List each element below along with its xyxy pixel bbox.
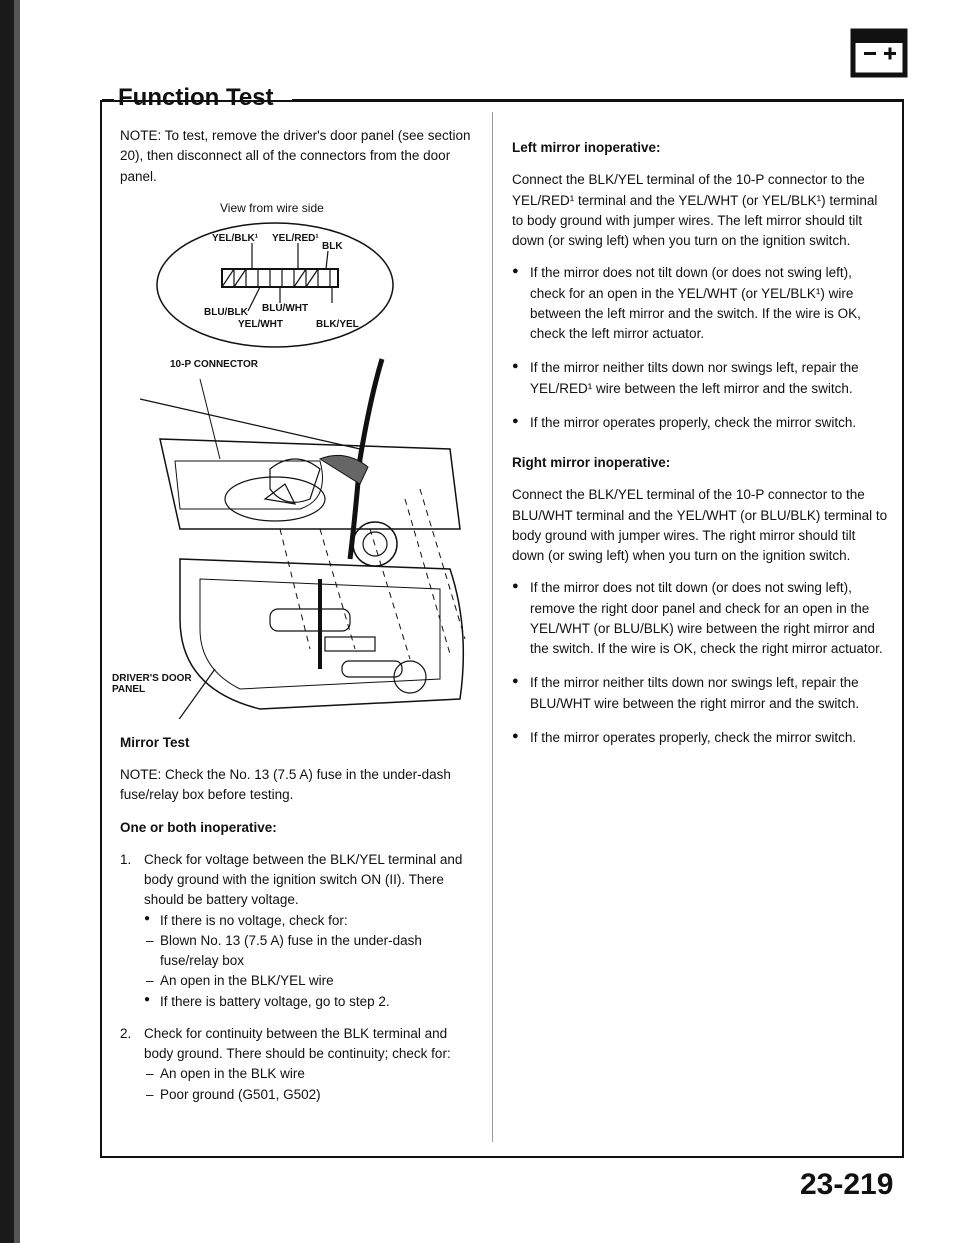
pin-label-yel-blk: YEL/BLK¹	[212, 232, 259, 244]
list-item: ● If the mirror does not tilt down (or does not swing left), remove the right door panel and check for an open in the YEL/WHT (or BLU/BLK) wire between the right mirror and the switch. If the wire is OK, check the right mirror actuator.	[512, 578, 888, 659]
step-dash-item: – Blown No. 13 (7.5 A) fuse in the under-dash fuse/relay box	[144, 931, 480, 972]
page-binding-edge	[0, 0, 14, 1243]
list-item: ● If the mirror neither tilts down nor swings left, repair the BLU/WHT wire between the right mirror and the switch.	[512, 673, 888, 714]
door-panel-figure	[112, 199, 480, 719]
connector-label: 10-P CONNECTOR	[170, 358, 258, 370]
step-1	[120, 850, 480, 1012]
pin-label-blk-yel: BLK/YEL	[316, 318, 359, 330]
list-item: ● If the mirror neither tilts down nor swings left, repair the YEL/RED¹ wire between the left mirror and the switch.	[512, 358, 888, 399]
list-item: ● If the mirror does not tilt down (or does not swing left), check for an open in the YEL/WHT (or YEL/BLK¹) wire between the left mirror and the switch. If the wire is OK, check the left mirror actuator.	[512, 263, 888, 344]
pin-label-blu-blk: BLU/BLK	[204, 306, 248, 318]
list-item: ● If the mirror operates properly, check the mirror switch.	[512, 413, 888, 433]
page-title: Function Test	[118, 84, 274, 111]
list-item: ● If the mirror operates properly, check the mirror switch.	[512, 728, 888, 748]
battery-icon	[850, 28, 908, 78]
right-column	[512, 138, 888, 762]
right-mirror-intro: Connect the BLK/YEL terminal of the 10-P connector to the BLU/WHT terminal and the YEL/WHT (or BLU/BLK) terminal to body ground with jumper wires. The right mirror should tilt down (or swing left) when you turn on the ignition switch.	[512, 487, 888, 563]
pin-label-blu-wht: BLU/WHT	[262, 302, 309, 314]
step-bullet: ● If there is battery voltage, go to step 2.	[144, 992, 480, 1012]
step-dash-item: – Poor ground (G501, G502)	[144, 1085, 480, 1105]
view-label: View from wire side	[220, 200, 324, 215]
pin-label-yel-wht: YEL/WHT	[238, 318, 283, 330]
step-dash-item: – An open in the BLK wire	[144, 1064, 480, 1084]
step-dash-item: – An open in the BLK/YEL wire	[144, 971, 480, 991]
page-number: 23-219	[800, 1168, 894, 1201]
left-mirror-heading: Left mirror inoperative:	[512, 140, 661, 155]
step-bullet: ● If there is no voltage, check for:	[144, 911, 480, 931]
right-mirror-heading: Right mirror inoperative:	[512, 455, 671, 470]
door-panel-note: NOTE: To test, remove the driver's door panel (see section 20), then disconnect all of the connectors from the door panel.	[120, 128, 471, 184]
step-2	[120, 1024, 480, 1105]
step-number: 2.	[120, 1025, 132, 1041]
mirror-test-heading: Mirror Test	[120, 734, 190, 750]
page-binding-shadow	[14, 0, 20, 1243]
panel-label: DRIVER'S DOOR PANEL	[112, 672, 192, 695]
column-divider	[492, 112, 493, 1142]
step-number: 1.	[120, 851, 132, 867]
left-mirror-intro: Connect the BLK/YEL terminal of the 10-P connector to the YEL/RED¹ terminal and the YEL/WHT (or YEL/BLK¹) terminal to body ground with jumper wires. The left mirror should tilt down (or swing left) when you turn on the ignition switch.	[512, 172, 878, 248]
step-text: Check for continuity between the BLK terminal and body ground. There should be continuity; check for:	[144, 1025, 451, 1061]
fuse-note: NOTE: Check the No. 13 (7.5 A) fuse in the under-dash fuse/relay box before testing.	[120, 767, 451, 803]
connector-diagram	[120, 199, 480, 719]
one-or-both-heading: One or both inoperative:	[120, 819, 277, 835]
left-column	[112, 126, 480, 1117]
step-text: Check for voltage between the BLK/YEL terminal and body ground with the ignition switch ON (II). There should be battery voltage.	[144, 851, 463, 908]
pin-label-blk: BLK	[322, 240, 343, 252]
pin-label-yel-red: YEL/RED¹	[272, 232, 319, 244]
